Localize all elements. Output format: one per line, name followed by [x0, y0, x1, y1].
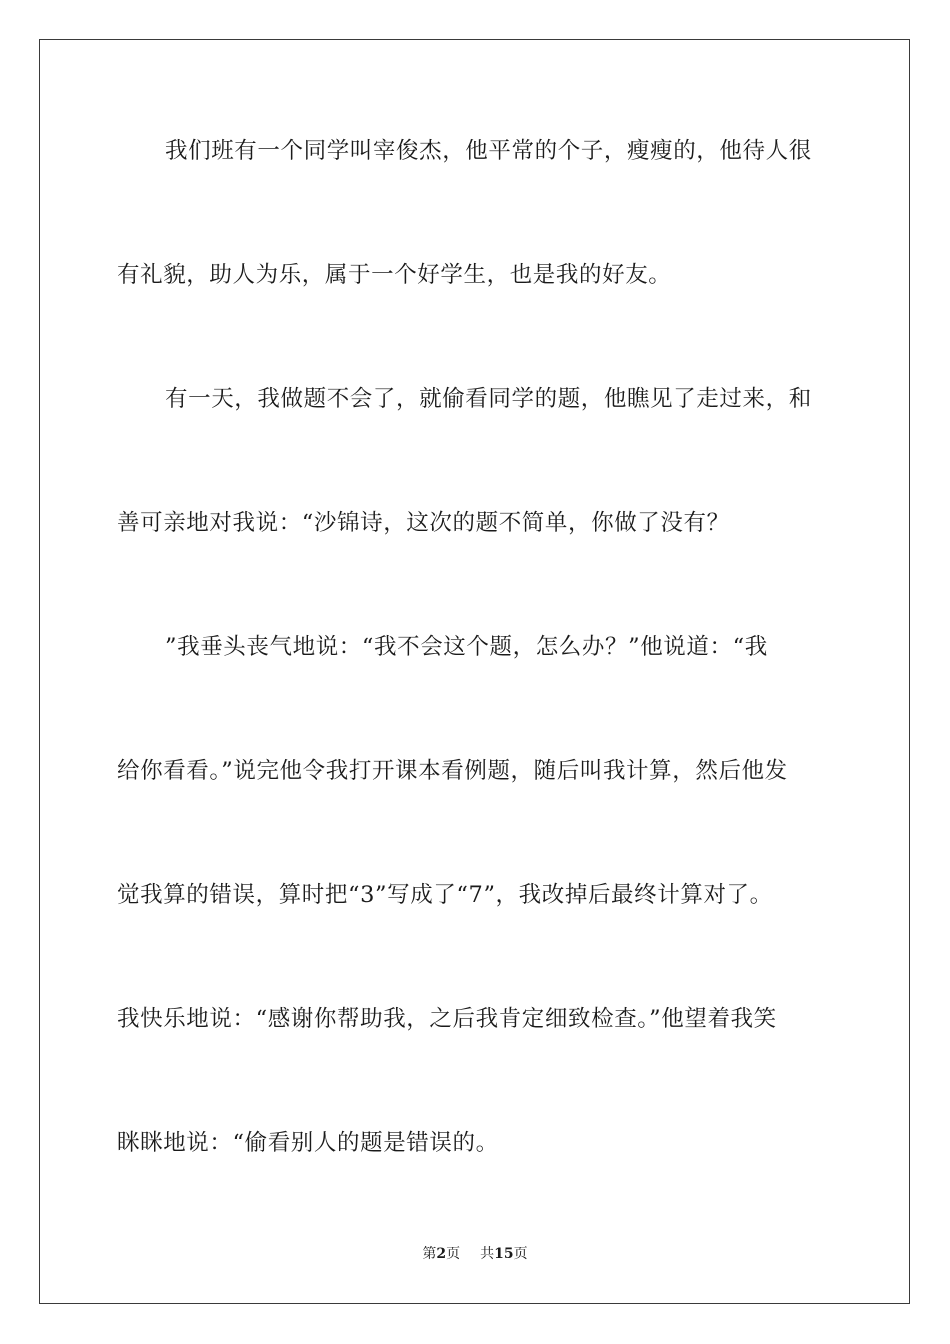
page-border — [39, 39, 910, 1304]
total-prefix: 共 — [480, 1246, 495, 1262]
paragraph-line: ”我垂头丧气地说：“我不会这个题，怎么办？”他说道：“我 — [165, 634, 768, 660]
paragraph-line: 给你看看。”说完他令我打开课本看例题，随后叫我计算，然后他发 — [117, 758, 788, 784]
paragraph-line: 我快乐地说：“感谢你帮助我，之后我肯定细致检查。”他望着我笑 — [117, 1006, 777, 1032]
page-footer — [0, 1244, 950, 1264]
total-suffix: 页 — [513, 1246, 528, 1262]
total-pages: 15 — [494, 1246, 514, 1262]
paragraph-line: 眯眯地说：“偷看别人的题是错误的。 — [117, 1130, 499, 1156]
paragraph-line: 我们班有一个同学叫宰俊杰，他平常的个子，瘦瘦的，他待人很 — [165, 138, 812, 164]
page-suffix: 页 — [446, 1246, 461, 1262]
paragraph-line: 善可亲地对我说：“沙锦诗，这次的题不简单，你做了没有？ — [117, 510, 730, 536]
paragraph-line: 有一天，我做题不会了，就偷看同学的题，他瞧见了走过来，和 — [165, 386, 812, 412]
paragraph-line: 有礼貌，助人为乐，属于一个好学生，也是我的好友。 — [117, 262, 672, 288]
page-number: 2 — [436, 1246, 447, 1262]
paragraph-line: 觉我算的错误，算时把“3”写成了“7”，我改掉后最终计算对了。 — [117, 882, 773, 908]
page-prefix: 第 — [422, 1246, 437, 1262]
